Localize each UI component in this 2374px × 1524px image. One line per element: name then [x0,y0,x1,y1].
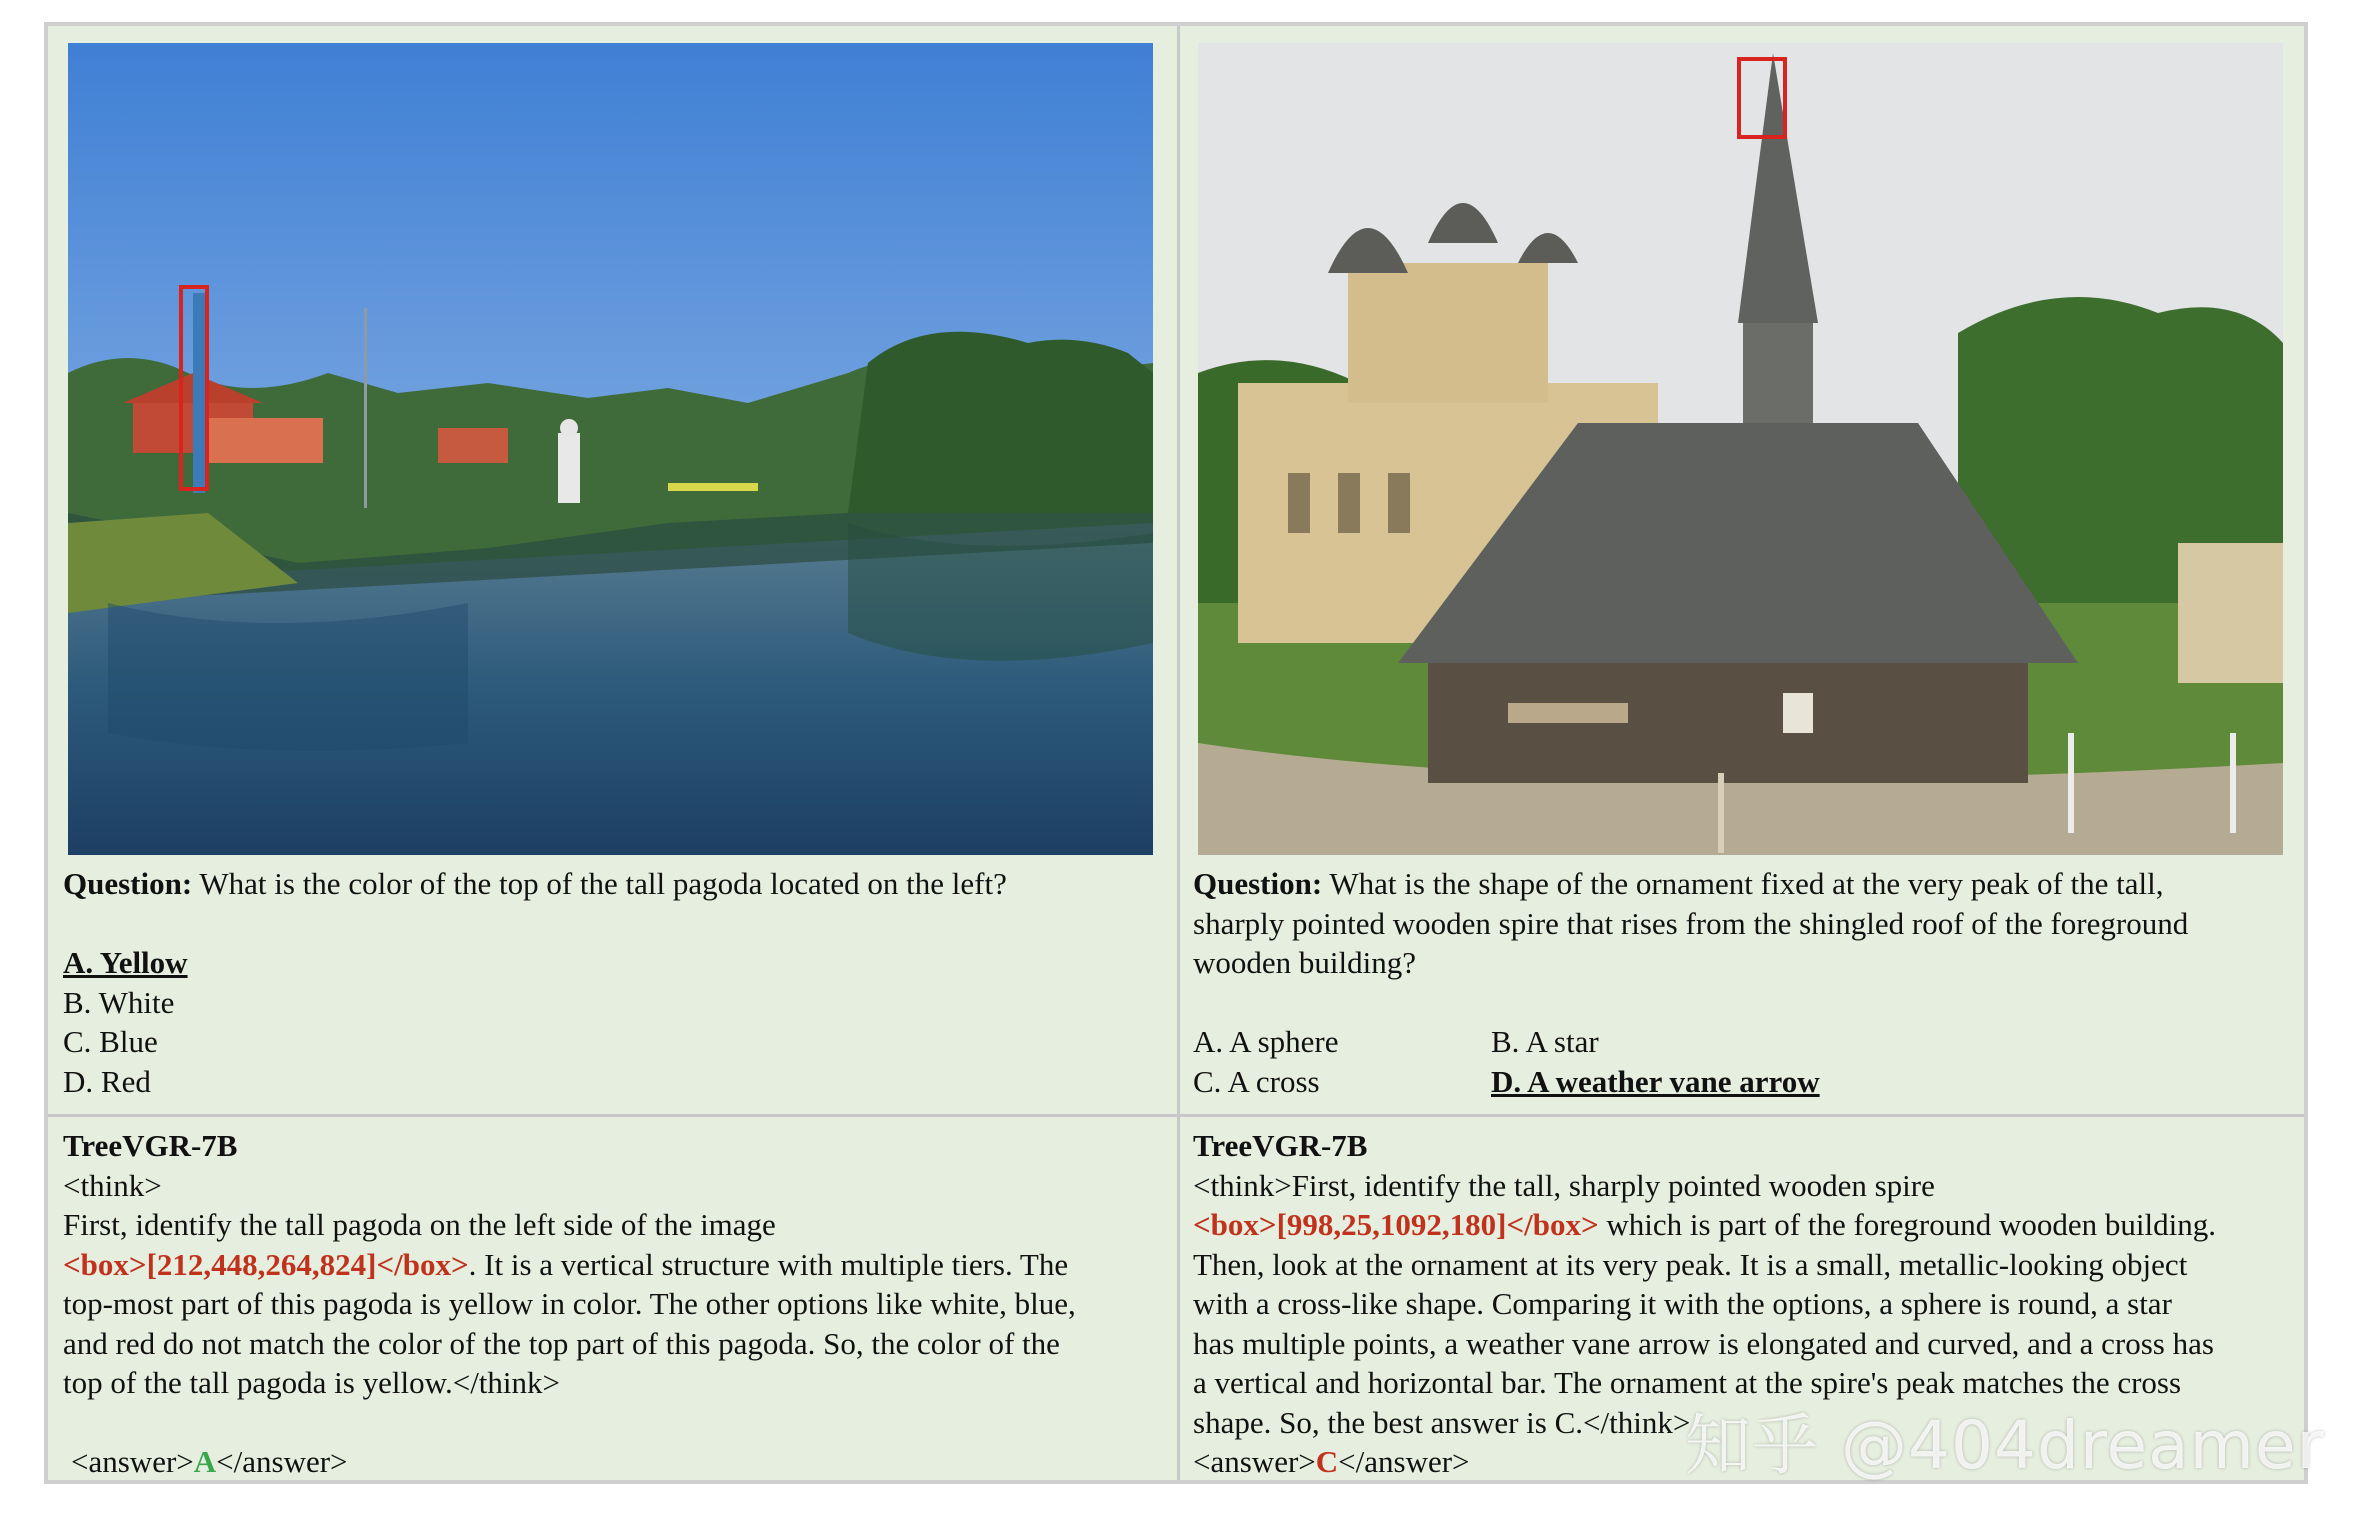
left-reasoning-line1: First, identify the tall pagoda on the left side of the image [63,1207,776,1242]
right-option-b: B. A star [1491,1024,1599,1059]
left-option-d: D. Red [63,1063,151,1099]
right-box-coordinates: <box>[998,25,1092,180]</box> [1193,1207,1599,1242]
column-divider [1177,26,1180,1480]
left-option-a: A. Yellow [63,945,188,980]
row-divider [48,1114,2304,1117]
right-bounding-box [1737,57,1787,139]
left-bounding-box [179,285,209,491]
right-answer-line: <answer>C</answer> [1193,1444,1470,1479]
figure-frame [44,22,2308,1484]
left-option-b: B. White [63,984,175,1020]
left-answer-line: <answer>A</answer> [71,1443,348,1479]
left-question-text: What is the color of the top of the tall pagoda located on the left? [199,866,1007,901]
right-reasoning-line6: a vertical and horizontal bar. The ornament at the spire's peak matches the cross [1193,1365,2182,1400]
right-reasoning-line3: Then, look at the ornament at its very peak. It is a small, metallic-looking object [1193,1246,2188,1282]
right-reasoning-line5: has multiple points, a weather vane arrow is elongated and curved, and a cross has [1193,1325,2214,1361]
left-photo-lake-pagoda [68,43,1153,855]
zhihu-watermark: 知乎 @404dreamer [1685,1407,2325,1484]
left-reasoning-line5: top of the tall pagoda is yellow.</think> [63,1365,561,1400]
right-reasoning-line2: which is part of the foreground wooden building. [1598,1207,2216,1242]
right-model-name: TreeVGR-7B [1193,1128,1368,1163]
right-photo-wooden-church [1198,43,2283,855]
right-question-cell [1193,864,2293,1109]
left-response-cell [63,1126,1163,1479]
right-option-c: C. A cross [1193,1063,1320,1099]
left-option-c: C. Blue [63,1024,158,1059]
right-option-d: D. A weather vane arrow [1491,1063,1820,1099]
right-option-a: A. A sphere [1193,1024,1339,1059]
left-question-cell [63,864,1163,1109]
right-reasoning-line7: shape. So, the best answer is C.</think> [1193,1404,1691,1440]
left-model-name: TreeVGR-7B [63,1128,238,1163]
left-answer-letter: A [193,1443,217,1479]
left-think-open: <think> [63,1167,162,1203]
left-reasoning-line4: and red do not match the color of the top part of this pagoda. So, the color of the [63,1325,1060,1361]
right-reasoning-line1: <think>First, identify the tall, sharply pointed wooden spire [1193,1167,1935,1203]
left-reasoning-line2: . It is a vertical structure with multiple tiers. The [468,1246,1069,1282]
right-question-line2: sharply pointed wooden spire that rises from the shingled roof of the foreground [1193,905,2189,941]
left-question-label: Question: [63,866,193,901]
right-question-line3: wooden building? [1193,945,1416,980]
right-question-line1: What is the shape of the ornament fixed at the very peak of the tall, [1329,866,2164,901]
left-box-coordinates: <box>[212,448,264,824]</box> [63,1246,469,1282]
right-question-label: Question: [1193,866,1323,901]
right-answer-letter: C [1315,1444,1339,1479]
right-reasoning-line4: with a cross-like shape. Comparing it with the options, a sphere is round, a star [1193,1286,2172,1321]
left-reasoning-line3: top-most part of this pagoda is yellow in color. The other options like white, blue, [63,1286,1076,1321]
